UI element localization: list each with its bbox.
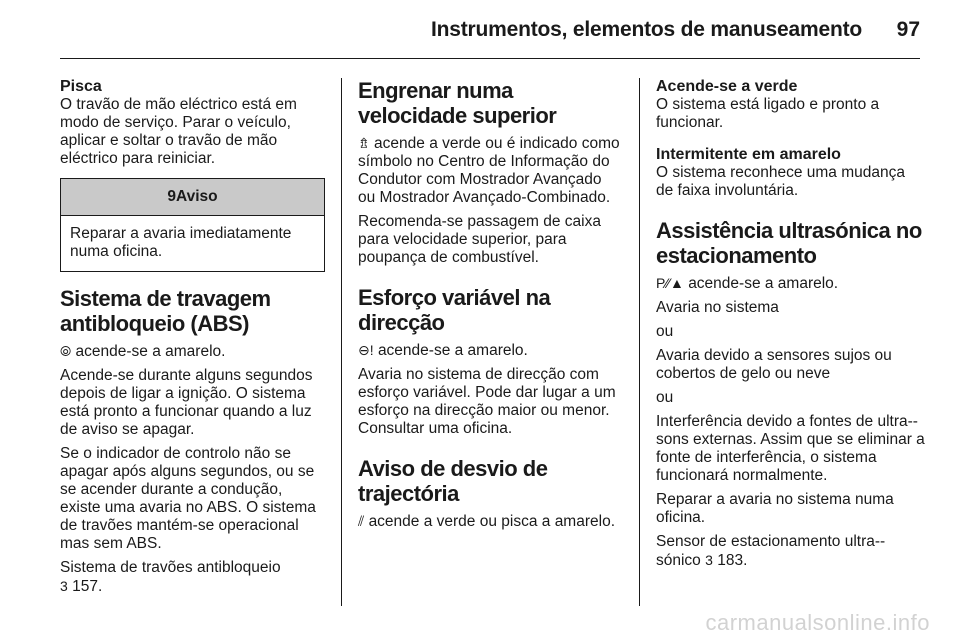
parking-reference-text: Sensor de estacionamento ultra--sónico	[656, 533, 886, 569]
gear-shift-paragraph-1	[358, 134, 620, 207]
warning-icon: 9	[167, 188, 176, 205]
steering-icon-line	[358, 341, 620, 360]
parking-assist-icon-text: acende-se a amarelo.	[688, 275, 839, 292]
steering-heading: Esforço variável na direcção	[358, 285, 551, 335]
warning-box	[60, 178, 325, 272]
gear-shift-heading: Engrenar numa velocidade superior	[358, 78, 557, 128]
watermark: carmanualsonline.info	[705, 610, 930, 635]
parking-paragraph-3: Avaria devido a sensores sujos ou cobertos de gelo ou neve	[656, 347, 892, 382]
lane-departure-line	[358, 512, 620, 531]
lane-departure-text: acende a verde ou pisca a amarelo.	[368, 513, 615, 530]
abs-icon-line	[60, 342, 325, 361]
green-state-text: O sistema está ligado e pronto a funcionar.	[656, 96, 880, 131]
green-state-heading: Acende-se a verde	[656, 78, 798, 95]
page-number: 97	[896, 18, 920, 41]
reference-arrow-icon: 3	[60, 578, 68, 594]
pisca-heading: Pisca	[60, 78, 102, 95]
parking-reference[interactable]	[656, 533, 926, 570]
warning-label: Aviso	[175, 188, 218, 205]
column-divider-2	[639, 78, 640, 606]
steering-warning-icon: ⊖!	[358, 342, 374, 358]
parking-paragraph-2: ou	[656, 323, 674, 340]
pisca-text: O travão de mão eléctrico está em modo de serviço. Parar o veículo, aplicar e soltar o travão de mão eléctrico para reiniciar.	[60, 96, 297, 167]
gear-shift-up-icon: ⇯	[358, 135, 370, 151]
lane-departure-icon: ⫽	[358, 513, 365, 529]
abs-reference[interactable]	[60, 577, 325, 596]
parking-assist-heading: Assistência ultrasónica no estacionamento	[656, 218, 922, 268]
column-right	[656, 78, 926, 576]
parking-paragraph-4: ou	[656, 389, 674, 406]
column-left	[60, 78, 325, 602]
abs-paragraph-3: Sistema de travões antibloqueio	[60, 559, 281, 576]
warning-box-header	[61, 179, 324, 216]
abs-reference-page: 157.	[72, 578, 103, 595]
amber-state-heading: Intermitente em amarelo	[656, 146, 841, 163]
parking-paragraph-1: Avaria no sistema	[656, 299, 779, 316]
abs-icon-text: acende-se a amarelo.	[75, 343, 226, 360]
warning-box-text: Reparar a avaria imediatamente numa oficina.	[70, 225, 292, 260]
abs-paragraph-1: Acende-se durante alguns segundos depois de ligar a ignição. O sistema está pronto a funcionar quando a luz de aviso se apagar.	[60, 367, 313, 438]
amber-state-text: O sistema reconhece uma mudança de faixa involuntária.	[656, 164, 905, 199]
parking-reference-page: 183.	[717, 552, 748, 569]
parking-sensor-icon: P⁄⁄▲	[656, 275, 684, 291]
gear-shift-text: acende a verde ou é indicado como símbolo no Centro de Informação do Condutor com Mostrador Avançado ou Mostrador Avançado-Combinado.	[358, 135, 620, 206]
gear-shift-paragraph-2: Recomenda-se passagem de caixa para velocidade superior, para poupança de combustível.	[358, 213, 601, 266]
parking-paragraph-6: Reparar a avaria no sistema numa oficina.	[656, 491, 894, 526]
parking-paragraph-5: Interferência devido a fontes de ultra--sons externas. Assim que se eliminar a fonte de interferência, o sistema funcionará normalmente.	[656, 413, 925, 484]
steering-icon-text: acende-se a amarelo.	[377, 342, 528, 359]
abs-paragraph-2: Se o indicador de controlo não se apagar após alguns segundos, ou se se acender durante a condução, existe uma avaria no ABS. O sistema de travões mantém-se operacional mas sem ABS.	[60, 445, 316, 552]
steering-paragraph: Avaria no sistema de direcção com esforço variável. Pode dar lugar a um esforço na direcção maior ou menor. Consultar uma oficina.	[358, 366, 616, 437]
reference-arrow-icon: 3	[705, 552, 713, 568]
abs-warning-icon: ⦾	[60, 343, 72, 359]
column-middle	[358, 78, 620, 537]
lane-departure-heading: Aviso de desvio de trajectória	[358, 456, 548, 506]
header-divider	[60, 58, 920, 59]
page-header-title: Instrumentos, elementos de manuseamento	[431, 18, 862, 41]
parking-assist-icon-line	[656, 274, 926, 293]
column-divider-1	[341, 78, 342, 606]
abs-heading: Sistema de travagem antibloqueio (ABS)	[60, 286, 271, 336]
